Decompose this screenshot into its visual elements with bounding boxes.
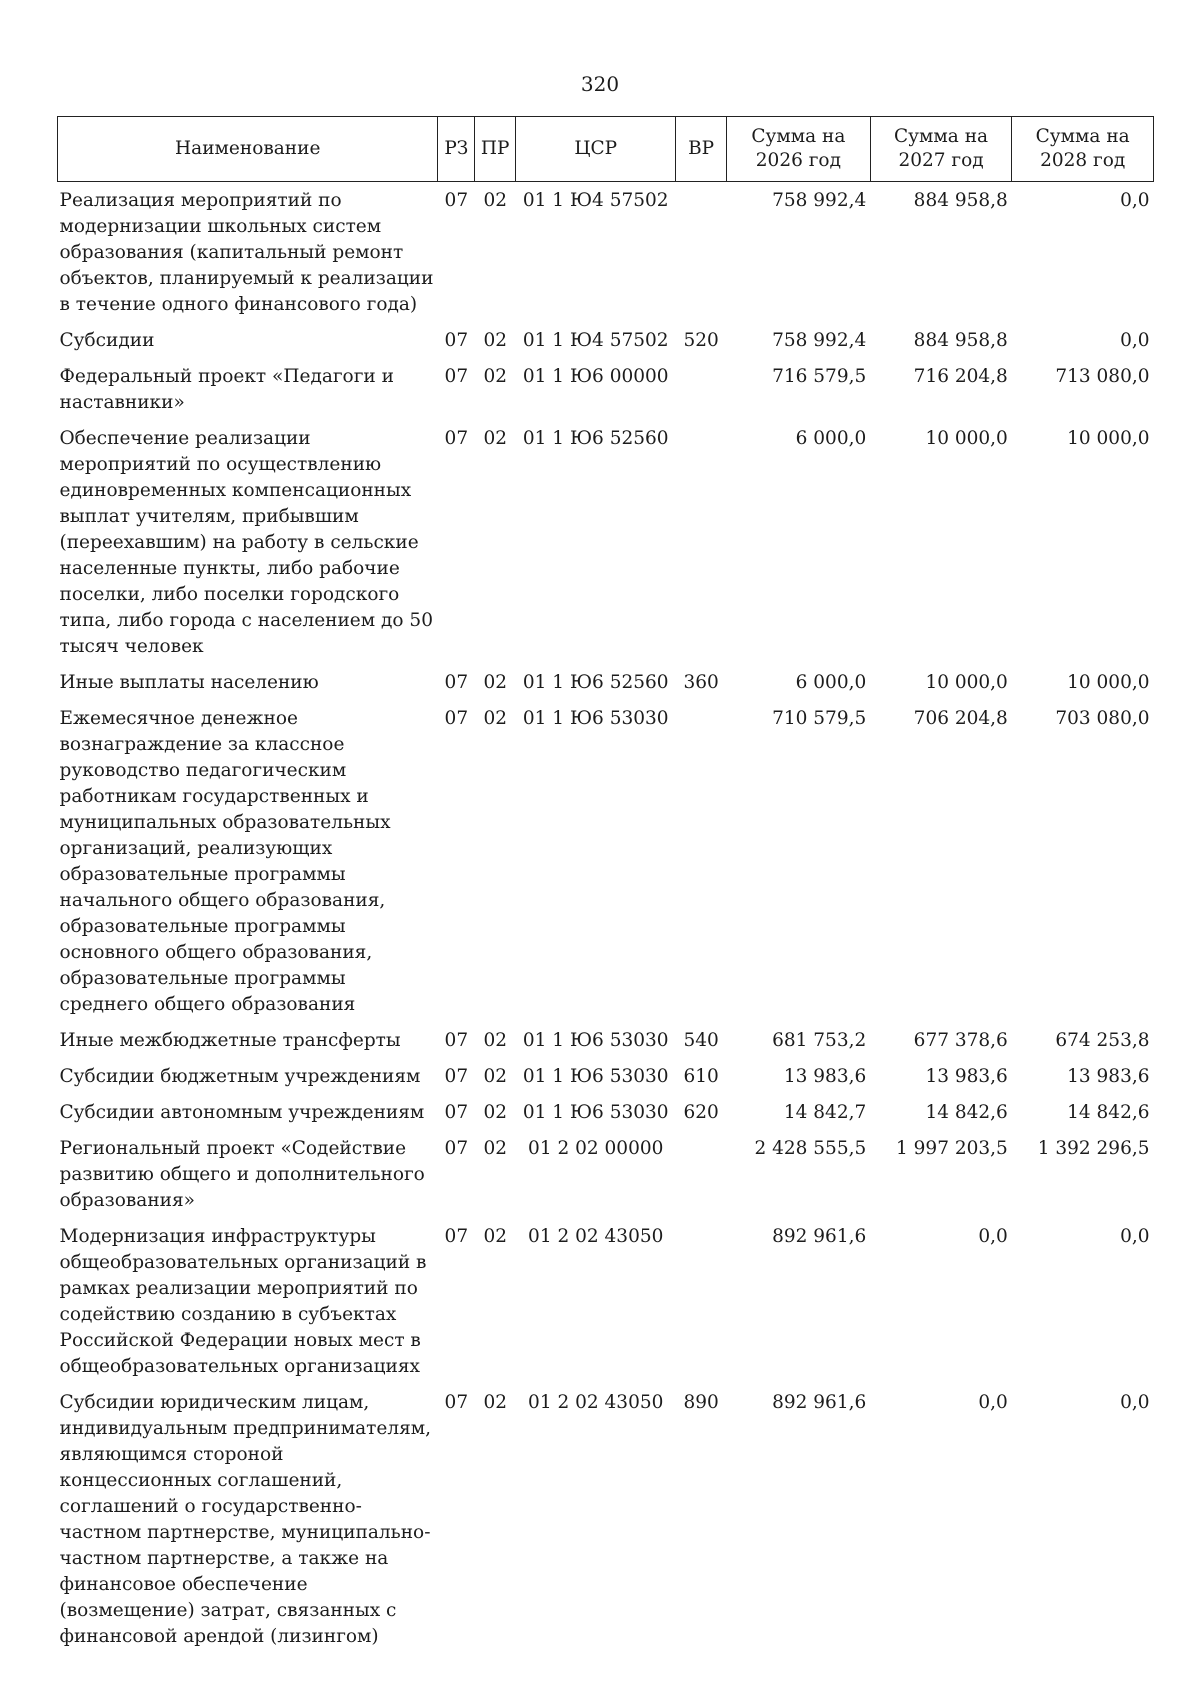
header-sum-2027 (870, 117, 1012, 182)
row-rz: 07 (444, 190, 469, 211)
row-name: Обеспечение реализации мероприятий по осуществлению единовременных компенсационных выплат учителям, прибывшим (переехавшим) на работу в сельские населенные пункты, либо рабочие поселки, либо поселки городского типа, либо города с населением до 50 тысяч человек (59, 428, 433, 657)
row-sum-2028: 0,0 (1120, 1392, 1150, 1413)
table-row (58, 358, 1154, 420)
row-csr: 01 1 Ю6 53030 (522, 1066, 669, 1087)
row-pr: 02 (483, 1226, 507, 1247)
row-vr: 620 (683, 1102, 719, 1123)
row-sum-2028: 13 983,6 (1067, 1066, 1150, 1087)
row-rz: 07 (444, 1066, 469, 1087)
row-sum-2027: 706 204,8 (913, 708, 1008, 729)
row-vr: 540 (683, 1030, 719, 1051)
row-sum-2026: 716 579,5 (772, 366, 867, 387)
row-csr: 01 1 Ю6 00000 (522, 366, 669, 387)
header-sum-2026-line1: Сумма на (751, 126, 846, 147)
row-name: Субсидии автономным учреждениям (59, 1102, 425, 1123)
row-vr (676, 420, 727, 664)
row-sum-2027: 884 958,8 (913, 190, 1008, 211)
row-name: Модернизация инфраструктуры общеобразовательных организаций в рамках реализации мероприятий по содействию созданию в субъектах Российской Федерации новых мест в общеобразовательных организациях (59, 1226, 427, 1377)
row-name: Федеральный проект «Педагоги и наставники» (59, 366, 394, 413)
row-sum-2027: 13 983,6 (925, 1066, 1008, 1087)
table-row (58, 182, 1154, 323)
row-rz: 07 (444, 1138, 469, 1159)
header-sum-2028 (1012, 117, 1154, 182)
row-pr: 02 (483, 672, 507, 693)
row-rz: 07 (444, 1030, 469, 1051)
table-row (58, 1022, 1154, 1058)
row-rz: 07 (444, 1392, 469, 1413)
row-sum-2026: 14 842,7 (783, 1102, 867, 1123)
row-vr: 520 (683, 330, 719, 351)
table-row (58, 1130, 1154, 1218)
row-rz: 07 (444, 1102, 469, 1123)
row-name: Субсидии бюджетным учреждениям (59, 1066, 421, 1087)
row-sum-2028: 703 080,0 (1055, 708, 1150, 729)
row-sum-2028: 14 842,6 (1067, 1102, 1150, 1123)
table-row (58, 1058, 1154, 1094)
row-name: Субсидии (59, 330, 155, 351)
header-rz: РЗ (438, 117, 475, 182)
row-vr (676, 700, 727, 1022)
row-sum-2027: 14 842,6 (925, 1102, 1008, 1123)
row-rz: 07 (444, 708, 469, 729)
row-sum-2027: 884 958,8 (913, 330, 1008, 351)
header-sum-2026 (727, 117, 871, 182)
row-sum-2026: 6 000,0 (795, 672, 867, 693)
row-pr: 02 (483, 1102, 507, 1123)
row-sum-2028: 1 392 296,5 (1037, 1138, 1150, 1159)
row-sum-2027: 1 997 203,5 (896, 1138, 1008, 1159)
row-sum-2026: 892 961,6 (772, 1392, 867, 1413)
row-csr: 01 2 02 43050 (528, 1392, 664, 1413)
budget-table (57, 116, 1154, 1654)
row-pr: 02 (483, 366, 507, 387)
row-csr: 01 1 Ю6 52560 (522, 672, 669, 693)
row-sum-2027: 0,0 (978, 1226, 1008, 1247)
row-sum-2027: 0,0 (978, 1392, 1008, 1413)
row-sum-2026: 2 428 555,5 (754, 1138, 867, 1159)
table-row (58, 700, 1154, 1022)
row-name: Региональный проект «Содействие развитию общего и дополнительного образования» (59, 1138, 425, 1211)
row-vr (676, 1218, 727, 1384)
row-sum-2027: 10 000,0 (925, 672, 1008, 693)
row-sum-2028: 0,0 (1120, 190, 1150, 211)
header-sum-2027-line2: 2027 год (898, 150, 984, 171)
row-sum-2028: 713 080,0 (1055, 366, 1150, 387)
header-name: Наименование (58, 117, 438, 182)
header-csr: ЦСР (516, 117, 676, 182)
row-csr: 01 1 Ю6 53030 (522, 708, 669, 729)
row-pr: 02 (483, 190, 507, 211)
row-csr: 01 1 Ю6 53030 (522, 1102, 669, 1123)
table-row (58, 1094, 1154, 1130)
row-rz: 07 (444, 428, 469, 449)
row-pr: 02 (483, 1066, 507, 1087)
row-csr: 01 1 Ю6 53030 (522, 1030, 669, 1051)
row-name: Субсидии юридическим лицам, индивидуальным предпринимателям, являющимся стороной концессионных соглашений, соглашений о государственно-частном партнерстве, муниципально-частном партнерстве, а также на финансовое обеспечение (возмещение) затрат, связанных с финансовой арендой (лизингом) (59, 1392, 432, 1647)
table-row (58, 664, 1154, 700)
row-vr: 610 (683, 1066, 719, 1087)
row-sum-2026: 710 579,5 (772, 708, 867, 729)
row-sum-2028: 10 000,0 (1067, 428, 1150, 449)
row-sum-2026: 6 000,0 (795, 428, 867, 449)
row-vr: 360 (683, 672, 719, 693)
row-name: Ежемесячное денежное вознаграждение за классное руководство педагогическим работникам государственных и муниципальных образовательных организаций, реализующих образовательные программы начального общего образования, образовательные программы основного общего образования, образовательные программы среднего общего образования (59, 708, 391, 1015)
row-pr: 02 (483, 1138, 507, 1159)
row-sum-2026: 758 992,4 (772, 330, 867, 351)
row-csr: 01 2 02 43050 (528, 1226, 664, 1247)
row-pr: 02 (483, 1030, 507, 1051)
row-rz: 07 (444, 330, 469, 351)
header-pr: ПР (475, 117, 516, 182)
header-sum-2028-line2: 2028 год (1040, 150, 1126, 171)
row-pr: 02 (483, 708, 507, 729)
table-row (58, 322, 1154, 358)
row-vr (676, 182, 727, 323)
page-number: 320 (580, 72, 620, 96)
table-row (58, 420, 1154, 664)
row-rz: 07 (444, 672, 469, 693)
header-sum-2027-line1: Сумма на (893, 126, 989, 147)
row-vr (676, 358, 727, 420)
row-csr: 01 1 Ю4 57502 (522, 190, 669, 211)
row-name: Иные межбюджетные трансферты (59, 1030, 401, 1051)
table-row (58, 1218, 1154, 1384)
row-sum-2027: 10 000,0 (925, 428, 1008, 449)
row-vr (676, 1130, 727, 1218)
row-name: Реализация мероприятий по модернизации школьных систем образования (капитальный ремонт объектов, планируемый к реализации в течение одного финансового года) (59, 190, 434, 315)
header-vr: ВР (676, 117, 727, 182)
row-sum-2028: 0,0 (1120, 1226, 1150, 1247)
row-csr: 01 1 Ю6 52560 (522, 428, 669, 449)
row-rz: 07 (444, 366, 469, 387)
row-sum-2026: 13 983,6 (783, 1066, 867, 1087)
row-sum-2026: 892 961,6 (772, 1226, 867, 1247)
row-sum-2027: 716 204,8 (913, 366, 1008, 387)
row-sum-2027: 677 378,6 (913, 1030, 1008, 1051)
row-sum-2028: 674 253,8 (1055, 1030, 1150, 1051)
row-name: Иные выплаты населению (59, 672, 319, 693)
table-header (58, 117, 1154, 182)
table-body (58, 182, 1154, 1655)
header-sum-2026-line2: 2026 год (755, 150, 841, 171)
row-pr: 02 (483, 428, 507, 449)
row-sum-2028: 0,0 (1120, 330, 1150, 351)
row-rz: 07 (444, 1226, 469, 1247)
header-sum-2028-line1: Сумма на (1035, 126, 1130, 147)
row-sum-2026: 681 753,2 (772, 1030, 867, 1051)
row-vr: 890 (683, 1392, 719, 1413)
row-sum-2026: 758 992,4 (772, 190, 867, 211)
row-pr: 02 (483, 330, 507, 351)
row-csr: 01 1 Ю4 57502 (522, 330, 669, 351)
row-pr: 02 (483, 1392, 507, 1413)
row-sum-2028: 10 000,0 (1067, 672, 1150, 693)
row-csr: 01 2 02 00000 (528, 1138, 664, 1159)
table-row (58, 1384, 1154, 1654)
